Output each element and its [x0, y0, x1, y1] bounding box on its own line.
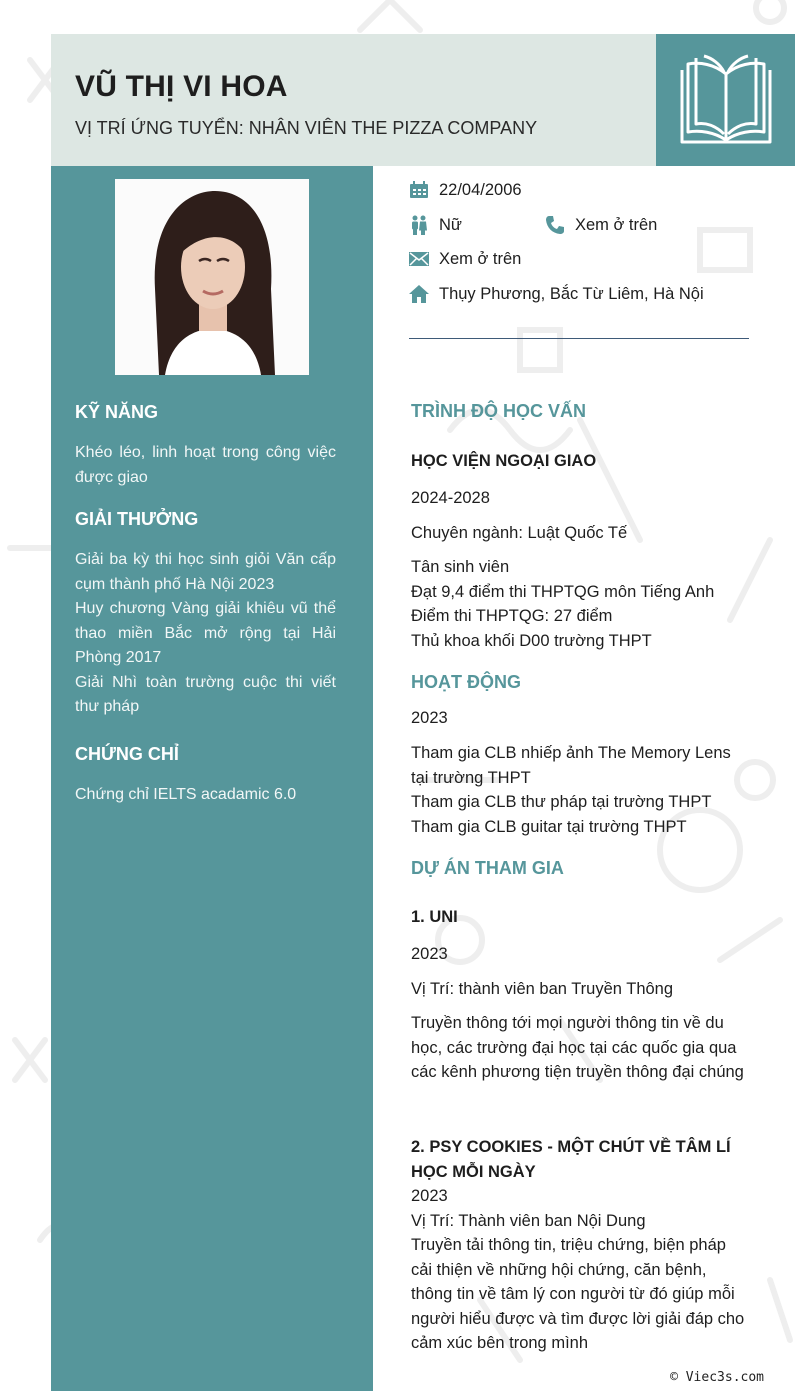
education-major: Chuyên ngành: Luật Quốc Tế: [411, 524, 628, 542]
gender-icon: [409, 215, 429, 235]
phone-row: [545, 215, 657, 235]
footer-credit: © Viec3s.com: [670, 1370, 764, 1385]
education-details: [411, 555, 751, 653]
project-role: Vị Trí: Thành viên ban Nội Dung: [411, 1212, 646, 1230]
award-item: Giải ba kỳ thi học sinh giỏi Văn cấp cụm thành phố Hà Nội 2023: [75, 551, 336, 593]
education-detail: Thủ khoa khối D00 trường THPT: [411, 631, 652, 650]
candidate-name: VŨ THỊ VI HOA: [75, 70, 288, 103]
award-item: Giải Nhì toàn trường cuộc thi viết thư pháp: [75, 673, 336, 715]
project-year: 2023: [411, 1187, 448, 1205]
skills-section: [75, 402, 336, 490]
education-detail: Điểm thi THPTQG: 27 điểm: [411, 607, 613, 625]
project-role: Vị Trí: thành viên ban Truyền Thông: [411, 980, 674, 998]
award-item: Huy chương Vàng giải khiêu vũ thể thao miền Bắc mở rộng tại Hải Phòng 2017: [75, 600, 336, 666]
phone-icon: [545, 215, 565, 235]
project-description: Truyền tải thông tin, triệu chứng, biện pháp cải thiện về những hội chứng, căn bệnh, thông tin về tâm lý con người từ đó giúp mỗi người hiểu được và tìm được lời giải đáp cho cảm xúc bên trong mình: [411, 1236, 745, 1352]
mail-icon: [409, 249, 429, 269]
skill-item: Khéo léo, linh hoạt trong công việc được giao: [75, 444, 336, 486]
home-icon: [409, 284, 429, 304]
phone-value: Xem ở trên: [575, 215, 658, 234]
email-value: Xem ở trên: [439, 249, 522, 268]
gender-value: Nữ: [439, 215, 462, 234]
gender-row: [409, 215, 462, 235]
header-band: [51, 34, 656, 166]
activities-year: 2023: [411, 709, 448, 727]
section-divider: [409, 338, 749, 339]
school-name: HỌC VIỆN NGOẠI GIAO: [411, 452, 597, 470]
sidebar: [51, 166, 373, 1391]
profile-photo: [115, 179, 309, 375]
email-row: [409, 249, 521, 269]
certificates-section: [75, 744, 336, 808]
awards-section: [75, 509, 336, 720]
skills-title: KỸ NĂNG: [75, 402, 159, 422]
calendar-icon: [409, 180, 429, 200]
education-detail: Đạt 9,4 điểm thi THPTQG môn Tiếng Anh: [411, 582, 715, 601]
project-year: 2023: [411, 945, 448, 963]
education-detail: Tân sinh viên: [411, 558, 510, 576]
project-description: Truyền thông tới mọi người thông tin về du học, các trường đại học tại các quốc gia qua các kênh phương tiện truyền thông đại chúng: [411, 1014, 744, 1081]
education-years: 2024-2028: [411, 489, 490, 507]
open-book-icon: [678, 54, 774, 146]
address-row: [409, 284, 704, 304]
activities-list: [411, 741, 751, 839]
project-name: 1. UNI: [411, 908, 458, 926]
address-value: Thụy Phương, Bắc Từ Liêm, Hà Nội: [439, 284, 704, 303]
dob-value: 22/04/2006: [439, 180, 522, 199]
awards-title: GIẢI THƯỞNG: [75, 509, 199, 529]
education-title: TRÌNH ĐỘ HỌC VẤN: [411, 401, 586, 421]
certificates-title: CHỨNG CHỈ: [75, 744, 179, 764]
certificate-item: Chứng chỉ IELTS acadamic 6.0: [75, 786, 297, 803]
activities-title: HOẠT ĐỘNG: [411, 672, 521, 692]
project-name: 2. PSY COOKIES - MỘT CHÚT VỀ TÂM LÍ HỌC MỖI NGÀY: [411, 1138, 731, 1181]
activity-item: Tham gia CLB nhiếp ảnh The Memory Lens tại trường THPT: [411, 744, 731, 787]
activity-item: Tham gia CLB thư pháp tại trường THPT: [411, 793, 712, 811]
projects-title: DỰ ÁN THAM GIA: [411, 858, 564, 878]
job-position: VỊ TRÍ ỨNG TUYỂN: NHÂN VIÊN THE PIZZA COMPANY: [75, 118, 538, 138]
activity-item: Tham gia CLB guitar tại trường THPT: [411, 817, 687, 836]
dob-row: [409, 180, 522, 200]
logo-box: [656, 34, 795, 166]
